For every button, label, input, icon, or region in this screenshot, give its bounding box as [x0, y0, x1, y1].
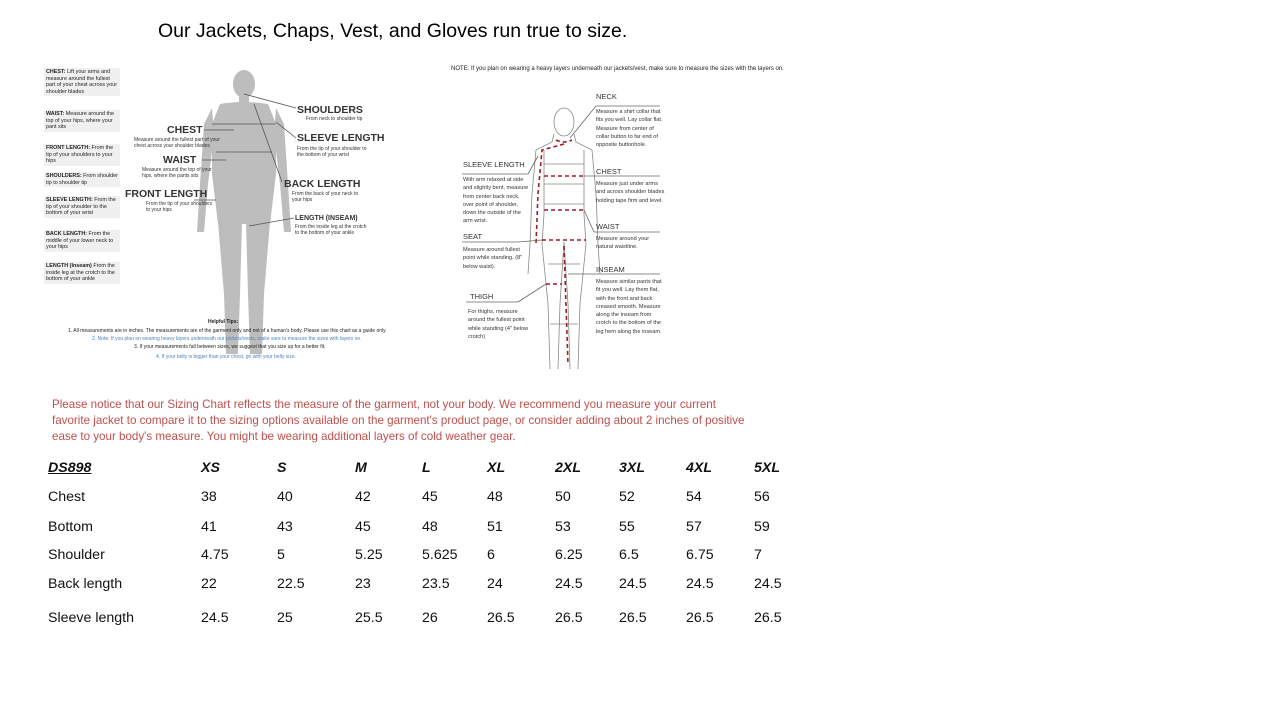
cell-shoulder-m: 5.25 — [355, 547, 383, 563]
measurement-figure-wireframe — [448, 64, 784, 380]
cell-shoulder-4xl: 6.75 — [686, 547, 714, 563]
cell-sleeve-length-3xl: 26.5 — [619, 610, 647, 626]
label-shoulders: SHOULDERS — [297, 104, 363, 116]
cell-sleeve-length-2xl: 26.5 — [555, 610, 583, 626]
cell-bottom-xl: 51 — [487, 519, 503, 535]
label-back-length-desc: From the back of your neck to your hips — [292, 191, 359, 203]
cell-shoulder-xl: 6 — [487, 547, 495, 563]
label-sleeve-length-r-desc: With arm relaxed at side and slightly bent, measure from center back neck, over point of shoulder, down the outside of the arm wrist. — [463, 177, 529, 225]
size-header-5xl: 5XL — [754, 460, 781, 476]
side-note-front-length: FRONT LENGTH: From the tip of your shoulders to your hips — [44, 144, 120, 166]
cell-bottom-3xl: 55 — [619, 519, 635, 535]
cell-back-length-2xl: 24.5 — [555, 576, 583, 592]
cell-back-length-l: 23.5 — [422, 576, 450, 592]
side-note-sleeve-length: SLEEVE LENGTH: From the tip of your shoulder to the bottom of your wrist — [44, 196, 120, 218]
label-seat-desc: Measure around fullest point while standing. (8" below waist). — [463, 247, 523, 270]
label-sleeve-length-r: SLEEVE LENGTH — [463, 160, 525, 169]
cell-chest-5xl: 56 — [754, 489, 770, 505]
cell-sleeve-length-l: 26 — [422, 610, 438, 626]
cell-shoulder-3xl: 6.5 — [619, 547, 639, 563]
row-label-bottom: Bottom — [48, 519, 93, 535]
size-header-m: M — [355, 460, 367, 476]
tips-heading: Helpful Tips: — [208, 319, 239, 325]
size-header-3xl: 3XL — [619, 460, 646, 476]
side-note-chest: CHEST: Lift your arms and measure around the fullest part of your chest across your shoulder blades — [44, 68, 120, 96]
row-label-shoulder: Shoulder — [48, 547, 105, 563]
cell-chest-3xl: 52 — [619, 489, 635, 505]
cell-sleeve-length-xl: 26.5 — [487, 610, 515, 626]
label-inseam: LENGTH (INSEAM) — [295, 215, 358, 222]
cell-chest-m: 42 — [355, 489, 371, 505]
cell-back-length-xs: 22 — [201, 576, 217, 592]
cell-shoulder-2xl: 6.25 — [555, 547, 583, 563]
cell-bottom-s: 43 — [277, 519, 293, 535]
label-sleeve-length-desc: From the tip of your shoulder to the bottom of your wrist — [297, 146, 367, 158]
label-back-length: BACK LENGTH — [284, 178, 361, 190]
cell-sleeve-length-4xl: 26.5 — [686, 610, 714, 626]
label-inseam-r-desc: Measure similar pants that fit you well. Lay them flat, with the front and back creased smooth. Measure along the inseam from crotch to the bottom of the leg hem along the inseam. — [596, 279, 662, 335]
cell-shoulder-xs: 4.75 — [201, 547, 229, 563]
row-label-chest: Chest — [48, 489, 86, 505]
tip-2: 2. Note: If you plan on wearing heavy layers underneath our jackets/vests, make sure to measure the sizes with layers on. — [92, 336, 362, 342]
label-chest: CHEST — [167, 124, 203, 136]
label-inseam-desc: From the inside leg at the crotch to the bottom of your ankle — [295, 224, 367, 236]
label-neck: NECK — [596, 92, 617, 101]
cell-shoulder-5xl: 7 — [754, 547, 762, 563]
tip-4: 4. If your belly is bigger than your chest, go with your belly size. — [156, 354, 297, 360]
label-inseam-r: INSEAM — [596, 265, 625, 274]
cell-bottom-5xl: 59 — [754, 519, 770, 535]
label-thigh-desc: For thighs, measure around the fullest point while standing (4" below crotch) — [468, 309, 529, 340]
model-header: DS898 — [48, 460, 92, 476]
size-header-l: L — [422, 460, 431, 476]
size-header-s: S — [277, 460, 287, 476]
side-note-shoulders: SHOULDERS: From shoulder tip to shoulder tip — [44, 172, 120, 187]
cell-chest-2xl: 50 — [555, 489, 571, 505]
layers-note: NOTE: If you plan on wearing a heavy layers underneath our jackets/vest, make sure to measure the sizes with the layers on. — [451, 66, 784, 72]
cell-bottom-xs: 41 — [201, 519, 217, 535]
label-chest-r-desc: Measure just under arms and across shoulder blades holding tape firm and level. — [596, 181, 665, 204]
cell-bottom-m: 45 — [355, 519, 371, 535]
label-chest-r: CHEST — [596, 167, 622, 176]
side-note-waist: WAIST: Measure around the top of your hips, where your pant sits — [44, 110, 120, 132]
cell-back-length-5xl: 24.5 — [754, 576, 782, 592]
label-waist-desc: Measure around the top of your hips, where the pants sits — [142, 167, 212, 179]
cell-sleeve-length-s: 25 — [277, 610, 293, 626]
label-thigh: THIGH — [470, 292, 494, 301]
cell-bottom-2xl: 53 — [555, 519, 571, 535]
label-front-length: FRONT LENGTH — [125, 188, 208, 200]
cell-bottom-l: 48 — [422, 519, 438, 535]
cell-back-length-s: 22.5 — [277, 576, 305, 592]
cell-chest-xs: 38 — [201, 489, 217, 505]
size-header-xl: XL — [487, 460, 506, 476]
cell-back-length-xl: 24 — [487, 576, 503, 592]
cell-sleeve-length-m: 25.5 — [355, 610, 383, 626]
side-note-back-length: BACK LENGTH: From the middle of your lower neck to your hips — [44, 230, 120, 252]
label-waist-r: WAIST — [596, 222, 620, 231]
cell-chest-4xl: 54 — [686, 489, 702, 505]
size-header-xs: XS — [201, 460, 220, 476]
label-waist-r-desc: Measure around your natural waistline. — [596, 236, 650, 251]
label-seat: SEAT — [463, 232, 483, 241]
size-header-2xl: 2XL — [555, 460, 582, 476]
row-label-back-length: Back length — [48, 576, 123, 592]
cell-back-length-4xl: 24.5 — [686, 576, 714, 592]
cell-sleeve-length-5xl: 26.5 — [754, 610, 782, 626]
measurement-figure-front — [44, 64, 390, 366]
label-waist: WAIST — [163, 154, 197, 166]
cell-chest-l: 45 — [422, 489, 438, 505]
row-label-sleeve-length: Sleeve length — [48, 610, 134, 626]
label-chest-desc: Measure around the fullest part of your chest across your shoulder blades — [134, 137, 220, 149]
tip-3: 3. If your measurements fall between sizes, we suggest that you size up for a better fit. — [134, 344, 326, 350]
cell-shoulder-s: 5 — [277, 547, 285, 563]
cell-back-length-3xl: 24.5 — [619, 576, 647, 592]
label-front-length-desc: From the tip of your shoulders to your hips — [146, 201, 213, 213]
cell-sleeve-length-xs: 24.5 — [201, 610, 229, 626]
label-neck-desc: Measure a shirt collar that fits you well. Lay collar flat. Measure from center of collar button to far end of opposite buttonhole. — [596, 109, 663, 149]
sizing-notice: Please notice that our Sizing Chart reflects the measure of the garment, not your body. We recommend you measure your current favorite jacket to compare it to the sizing options available on the garment's product page, or consider adding about 2 inches of positive ease to your body's measure. You might be wearing additional layers of cold weather gear. — [52, 398, 745, 443]
cell-back-length-m: 23 — [355, 576, 371, 592]
cell-shoulder-l: 5.625 — [422, 547, 458, 563]
side-note-inseam: LENGTH (Inseam) From the inside leg at the crotch to the bottom of your ankle — [44, 262, 120, 284]
page-title: Our Jackets, Chaps, Vest, and Gloves run true to size. — [158, 20, 628, 42]
size-header-4xl: 4XL — [686, 460, 713, 476]
label-sleeve-length: SLEEVE LENGTH — [297, 132, 385, 144]
tip-1: 1. All measurements are in inches. The measurements are of the garment only and not of a human's body. Please use this chart as a guide only. — [68, 328, 387, 334]
cell-chest-s: 40 — [277, 489, 293, 505]
label-shoulders-desc: From neck to shoulder tip — [306, 116, 363, 122]
cell-chest-xl: 48 — [487, 489, 503, 505]
cell-bottom-4xl: 57 — [686, 519, 702, 535]
